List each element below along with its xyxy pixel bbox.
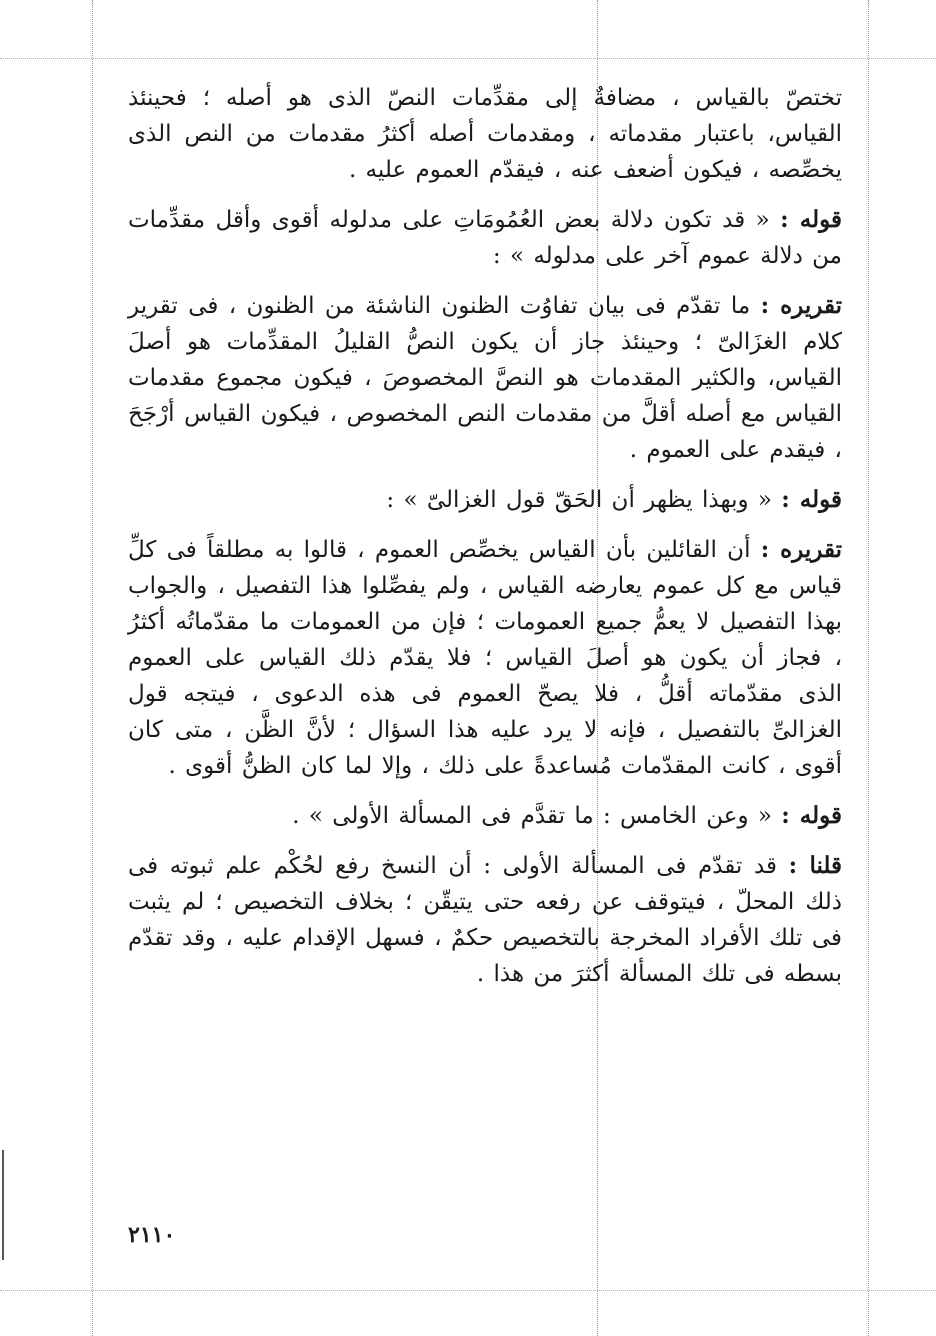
scan-edge-mark xyxy=(2,1150,4,1260)
paragraph-text: « وعن الخامس : ما تقدَّم فى المسألة الأولى » . xyxy=(292,803,782,829)
paragraph-text: ما تقدّم فى بيان تفاوُت الظنون الناشئة من الظنون ، فى تقرير كلام الغزَالىّ ؛ وحينئذ جاز أن يكون النصُّ القليلُ المقدِّمات هو أصلَ القياس، والكثير المقدمات هو النصَّ المخصوصَ ، فيكون مجموع مقدمات القياس مع أصله أقلَّ من مقدمات النص المخصوص ، فيكون القياس أرْجَحَ ، فيقدم على العموم . xyxy=(128,293,842,463)
scan-guide-line-left xyxy=(92,0,93,1336)
scan-guide-line-bottom xyxy=(0,1290,936,1291)
paragraph-lead: قوله : xyxy=(781,802,842,829)
paragraph-text: تختصّ بالقياس ، مضافةٌ إلى مقدِّمات النصّ الذى هو أصله ؛ فحينئذ القياس، باعتبار مقدماته ، ومقدمات أصله أكثرُ مقدمات من النص الذى يخصِّصه ، فيكون أضعف عنه ، فيقدّم العموم عليه . xyxy=(128,85,842,183)
paragraph-7 xyxy=(128,848,842,992)
paragraph-lead: قوله : xyxy=(780,206,842,233)
paragraph-4 xyxy=(128,482,842,518)
paragraph-5 xyxy=(128,532,842,784)
paragraph-text: قد تقدّم فى المسألة الأولى : أن النسخ رفع لحُكْم علم ثبوته فى ذلك المحلّ ، فيتوقف عن رفعه حتى يتيقّن ؛ بخلاف التخصيص ؛ لم يثبت فى تلك الأفراد المخرجة بالتخصيص حكمٌ ، فسهل الإقدام عليه ، وقد تقدّم بسطه فى تلك المسألة أكثرَ من هذا . xyxy=(128,853,842,987)
scan-guide-line-right xyxy=(868,0,869,1336)
paragraph-lead: تقريره : xyxy=(760,536,842,563)
paragraph-2 xyxy=(128,202,842,274)
page-number: ٢١١٠ xyxy=(128,1222,176,1248)
paragraph-lead: قلنا : xyxy=(788,852,842,879)
paragraph-text: « وبهذا يظهر أن الحَقّ قول الغزالىّ » : xyxy=(386,487,782,513)
paragraph-6 xyxy=(128,798,842,834)
paragraph-text: أن القائلين بأن القياس يخصِّص العموم ، قالوا به مطلقاً فى كلِّ قياس مع كل عموم يعارضه القياس ، ولم يفصِّلوا هذا التفصيل ، والجواب بهذا التفصيل لا يعمُّ جميع العمومات ؛ فإن من العمومات ما مقدّماتُه أكثرُ ، فجاز أن يكون هو أصلَ القياس ؛ فلا يقدّم ذلك القياس على العموم الذى مقدّماته أقلُّ ، فلا يصحّ العموم فى هذه الدعوى ، فيتجه قول الغزالىِّ بالتفصيل ، فإنه لا يرد عليه هذا السؤال ؛ لأنَّ الظَّن ، متى كان أقوى ، كانت المقدّمات مُساعدةً على ذلك ، وإلا لما كان الظنُّ أقوى . xyxy=(128,537,842,779)
page-body xyxy=(128,80,842,1006)
paragraph-lead: تقريره : xyxy=(760,292,842,319)
paragraph-text: « قد تكون دلالة بعض العُمُومَاتِ على مدلوله أقوى وأقل مقدِّمات من دلالة عموم آخر على مدلوله » : xyxy=(128,207,842,269)
paragraph-3 xyxy=(128,288,842,468)
paragraph-1 xyxy=(128,80,842,188)
paragraph-lead: قوله : xyxy=(781,486,842,513)
scan-guide-line-top xyxy=(0,58,936,59)
